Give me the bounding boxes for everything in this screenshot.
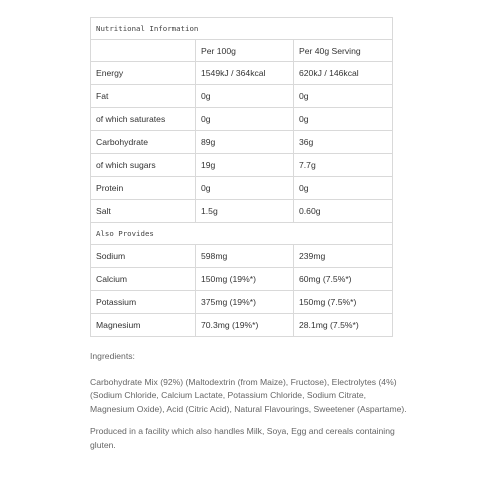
table-row: [91, 291, 393, 314]
row-per-100g: 19g: [196, 154, 294, 177]
row-label: Energy: [91, 62, 196, 85]
row-per-serving: 0.60g: [294, 200, 393, 223]
row-label: Fat: [91, 85, 196, 108]
row-per-100g: 0g: [196, 177, 294, 200]
table-row: [91, 200, 393, 223]
row-label: Carbohydrate: [91, 131, 196, 154]
row-per-100g: 150mg (19%*): [196, 268, 294, 291]
row-label: Magnesium: [91, 314, 196, 337]
row-per-100g: 1.5g: [196, 200, 294, 223]
also-provides-heading-row: [91, 223, 393, 245]
allergen-note: Produced in a facility which also handles Milk, Soya, Egg and cereals containing gluten.: [90, 426, 395, 450]
column-header-row: [91, 40, 393, 62]
table-row: [91, 245, 393, 268]
row-label: Salt: [91, 200, 196, 223]
nutritional-information-heading: Nutritional Information: [91, 18, 393, 40]
table-row: [91, 108, 393, 131]
table-row: [91, 154, 393, 177]
row-per-serving: 28.1mg (7.5%*): [294, 314, 393, 337]
also-provides-heading: Also Provides: [91, 223, 393, 245]
nutrition-table: [90, 17, 393, 337]
row-per-serving: 60mg (7.5%*): [294, 268, 393, 291]
row-per-100g: 598mg: [196, 245, 294, 268]
row-per-serving: 239mg: [294, 245, 393, 268]
table-row: [91, 177, 393, 200]
ingredients-heading: Ingredients:: [90, 351, 135, 361]
row-per-serving: 0g: [294, 177, 393, 200]
row-label: Protein: [91, 177, 196, 200]
row-per-100g: 0g: [196, 85, 294, 108]
ingredients-text: Carbohydrate Mix (92%) (Maltodextrin (from Maize), Fructose), Electrolytes (4%) (Sodium Chloride, Calcium Lactate, Potassium Chloride, Sodium Citrate, Magnesium Oxide), Acid (Citric Acid), Natural Flavourings, Sweetener (Aspartame).: [90, 376, 407, 414]
row-per-serving: 620kJ / 146kcal: [294, 62, 393, 85]
table-row: [91, 85, 393, 108]
ingredients-section: [90, 350, 410, 452]
table-row: [91, 62, 393, 85]
table-row: [91, 268, 393, 291]
row-label: Calcium: [91, 268, 196, 291]
row-per-100g: 0g: [196, 108, 294, 131]
column-header-empty: [91, 40, 196, 62]
row-per-100g: 1549kJ / 364kcal: [196, 62, 294, 85]
table-row: [91, 314, 393, 337]
row-label: of which saturates: [91, 108, 196, 131]
row-per-100g: 375mg (19%*): [196, 291, 294, 314]
row-label: Sodium: [91, 245, 196, 268]
row-per-serving: 150mg (7.5%*): [294, 291, 393, 314]
row-per-100g: 89g: [196, 131, 294, 154]
row-per-serving: 0g: [294, 85, 393, 108]
column-header-per-serving: Per 40g Serving: [294, 40, 393, 62]
nutritional-information-heading-row: [91, 18, 393, 40]
row-per-serving: 7.7g: [294, 154, 393, 177]
row-label: of which sugars: [91, 154, 196, 177]
row-label: Potassium: [91, 291, 196, 314]
row-per-serving: 0g: [294, 108, 393, 131]
row-per-serving: 36g: [294, 131, 393, 154]
column-header-per-100g: Per 100g: [196, 40, 294, 62]
row-per-100g: 70.3mg (19%*): [196, 314, 294, 337]
table-row: [91, 131, 393, 154]
